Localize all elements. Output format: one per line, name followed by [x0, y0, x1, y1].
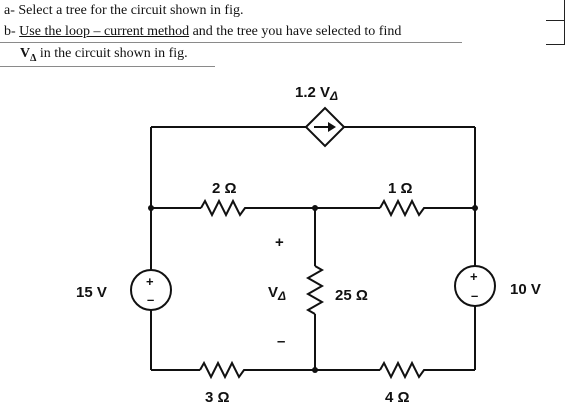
v-delta-minus: –: [277, 333, 286, 350]
dependent-source-label: 1.2 $V_\Delta$: [295, 84, 339, 103]
label-3-ohm: 3 Ω: [205, 389, 230, 406]
label-1-ohm: 1 Ω: [388, 180, 413, 197]
resistor-1-ohm: [380, 201, 428, 215]
label-4-ohm: 4 Ω: [385, 389, 410, 406]
junction-dot-right: [472, 205, 478, 211]
right-source-plus: +: [470, 269, 478, 284]
right-source-minus: –: [471, 288, 479, 303]
resistor-4-ohm: [380, 363, 428, 377]
v-delta-plus: +: [275, 234, 284, 251]
question-var: V: [20, 46, 31, 61]
resistor-3-ohm: [200, 363, 248, 377]
junction-dot-left: [148, 205, 154, 211]
left-source-plus: +: [146, 274, 154, 289]
question-var-sub: Δ: [30, 52, 37, 64]
question-part-b-rest: and the tree you have selected to find: [189, 24, 402, 39]
label-25-ohm: 25 Ω: [335, 287, 368, 304]
resistor-2-ohm: [201, 201, 249, 215]
dependent-source-arrowhead: [328, 122, 336, 132]
question-part-b-prefix: b-: [4, 24, 20, 39]
label-10v: 10 V: [510, 281, 541, 298]
question-part-a: a- Select a tree for the circuit shown in fig.: [4, 3, 244, 18]
question-part-b-underlined: Use the loop – current method: [19, 24, 190, 39]
resistor-25-ohm: [308, 266, 322, 314]
junction-dot-center-bottom: [312, 367, 318, 373]
label-2-ohm: 2 Ω: [212, 180, 237, 197]
left-source-minus: –: [147, 292, 155, 307]
question-tail: in the circuit shown in fig.: [36, 46, 188, 61]
junction-dot-center-top: [312, 205, 318, 211]
v-delta-label: $V_\Delta$: [268, 284, 287, 303]
label-15v: 15 V: [76, 284, 107, 301]
